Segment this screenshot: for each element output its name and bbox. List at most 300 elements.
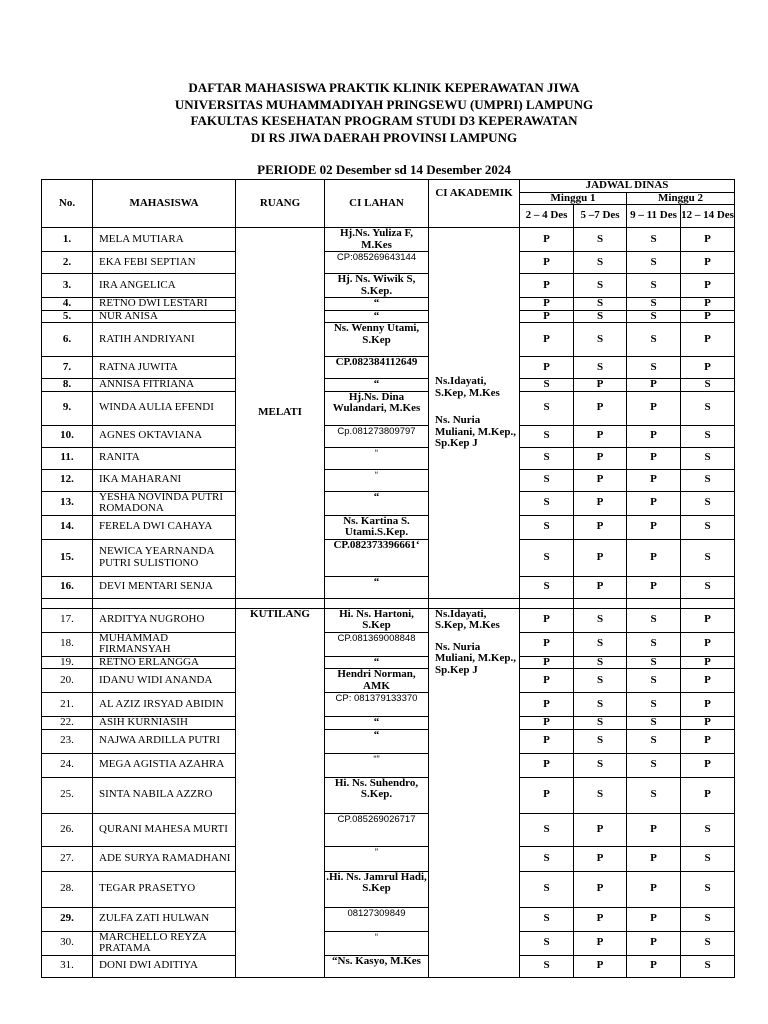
schedule-cell: S (681, 447, 735, 469)
schedule-cell: S (681, 469, 735, 491)
student-name: IRA ANGELICA (93, 274, 236, 298)
schedule-cell: S (574, 669, 627, 693)
row-number: 13. (42, 491, 93, 515)
ci-lahan-text: Hj. Ns. Wiwik S, S.Kep. (337, 273, 416, 297)
ci-lahan-cell (325, 357, 429, 379)
schedule-cell: S (627, 717, 681, 730)
ci-lahan-text: ” (374, 846, 379, 858)
schedule-cell: S (681, 813, 735, 846)
schedule-cell: S (627, 298, 681, 311)
schedule-cell: P (627, 813, 681, 846)
ci-lahan-text: “ (373, 576, 380, 588)
schedule-cell: P (627, 576, 681, 598)
schedule-cell: S (681, 576, 735, 598)
schedule-cell: P (574, 539, 627, 576)
ci-lahan-cell (325, 813, 429, 846)
header-date-1: 2 – 4 Des (520, 205, 574, 228)
schedule-cell: P (574, 813, 627, 846)
table-row (42, 777, 735, 813)
ci-lahan-text: “” (373, 753, 380, 765)
schedule-cell: P (574, 907, 627, 931)
schedule-cell: P (681, 252, 735, 274)
ci-lahan-text: “ (373, 656, 380, 668)
ci-lahan-cell (325, 228, 429, 252)
row-number: 9. (42, 391, 93, 425)
table-body (42, 228, 735, 978)
ci-lahan-text: “ (373, 729, 380, 741)
schedule-cell: P (520, 608, 574, 632)
table-row (42, 813, 735, 846)
schedule-cell: P (681, 717, 735, 730)
schedule-cell: P (627, 539, 681, 576)
header-mahasiswa: MAHASISWA (93, 180, 236, 228)
ci-lahan-cell (325, 955, 429, 977)
schedule-cell: P (520, 753, 574, 777)
ruang-cell: MELATI (236, 228, 325, 599)
title-line-2: UNIVERSITAS MUHAMMADIYAH PRINGSEWU (UMPRI) LAMPUNG (174, 96, 594, 112)
ci-akademik-a: Ns.Idayati, S.Kep, M.Kes (435, 375, 500, 399)
row-number: 30. (42, 931, 93, 955)
ci-lahan-cell (325, 632, 429, 656)
row-number: 19. (42, 656, 93, 669)
student-name: RATIH ANDRIYANI (93, 323, 236, 357)
schedule-cell: S (627, 228, 681, 252)
schedule-cell: P (520, 228, 574, 252)
ci-lahan-cell (325, 425, 429, 447)
schedule-cell: S (574, 753, 627, 777)
table-row (42, 357, 735, 379)
schedule-cell: S (627, 777, 681, 813)
student-table (41, 179, 735, 978)
schedule-cell: S (574, 274, 627, 298)
table-row (42, 753, 735, 777)
schedule-cell: S (574, 656, 627, 669)
student-name: EKA FEBI SEPTIAN (93, 252, 236, 274)
table-row (42, 323, 735, 357)
table-row (42, 469, 735, 491)
schedule-cell: P (520, 669, 574, 693)
schedule-cell: P (574, 469, 627, 491)
header-minggu-2: Minggu 2 (627, 192, 735, 205)
row-number: 11. (42, 447, 93, 469)
schedule-cell: S (627, 632, 681, 656)
row-number: 4. (42, 298, 93, 311)
empty-cell (236, 598, 325, 608)
row-number: 20. (42, 669, 93, 693)
student-name: NAJWA ARDILLA PUTRI (93, 729, 236, 753)
schedule-cell: P (520, 717, 574, 730)
ci-lahan-cell (325, 907, 429, 931)
student-name: WINDA AULIA EFENDI (93, 391, 236, 425)
ci-lahan-text: Hj.Ns. Yuliza F, M.Kes (339, 227, 414, 251)
ci-lahan-cell (325, 777, 429, 813)
row-number: 8. (42, 379, 93, 392)
row-number: 12. (42, 469, 93, 491)
schedule-cell: S (520, 491, 574, 515)
schedule-cell: P (574, 515, 627, 539)
ci-lahan-cell (325, 539, 429, 576)
student-name: IKA MAHARANI (93, 469, 236, 491)
schedule-cell: P (681, 656, 735, 669)
schedule-cell: S (681, 871, 735, 907)
student-name: AGNES OKTAVIANA (93, 425, 236, 447)
row-number: 24. (42, 753, 93, 777)
schedule-cell: P (627, 846, 681, 871)
schedule-cell: P (627, 871, 681, 907)
ci-lahan-text: CP.085269026717 (337, 813, 416, 825)
schedule-cell: S (681, 425, 735, 447)
schedule-cell: S (627, 656, 681, 669)
ci-lahan-text: CP:085269643144 (336, 252, 417, 263)
ci-lahan-cell (325, 846, 429, 871)
table-row (42, 955, 735, 977)
schedule-cell: P (681, 298, 735, 311)
student-name: MUHAMMAD FIRMANSYAH (93, 632, 236, 656)
header-date-3: 9 – 11 Des (627, 205, 681, 228)
schedule-cell: S (574, 632, 627, 656)
table-row (42, 491, 735, 515)
ci-lahan-cell (325, 310, 429, 323)
student-name: DEVI MENTARI SENJA (93, 576, 236, 598)
table-row (42, 310, 735, 323)
schedule-cell: S (627, 693, 681, 717)
title-line-1: DAFTAR MAHASISWA PRAKTIK KLINIK KEPERAWATAN JIWA (188, 80, 580, 95)
ci-lahan-cell (325, 298, 429, 311)
schedule-cell: S (520, 539, 574, 576)
schedule-cell: P (627, 515, 681, 539)
row-number: 31. (42, 955, 93, 977)
ci-lahan-cell (325, 717, 429, 730)
student-name: NUR ANISA (93, 310, 236, 323)
schedule-cell: P (574, 955, 627, 977)
schedule-cell: P (574, 379, 627, 392)
row-number: 26. (42, 813, 93, 846)
schedule-cell: S (574, 252, 627, 274)
student-name: QURANI MAHESA MURTI (93, 813, 236, 846)
ci-lahan-text: “ (373, 716, 380, 728)
schedule-cell: P (574, 391, 627, 425)
ruang-cell: KUTILANG (236, 608, 325, 977)
schedule-cell: P (520, 274, 574, 298)
schedule-cell: S (520, 469, 574, 491)
table-row (42, 228, 735, 252)
student-name: RETNO DWI LESTARI (93, 298, 236, 311)
schedule-cell: P (520, 357, 574, 379)
ci-lahan-cell (325, 469, 429, 491)
ci-lahan-text: CP.082373396661‘ (333, 539, 420, 551)
schedule-cell: P (681, 753, 735, 777)
ci-lahan-cell (325, 491, 429, 515)
schedule-cell: P (574, 576, 627, 598)
row-number: 21. (42, 693, 93, 717)
schedule-cell: S (681, 379, 735, 392)
row-number: 27. (42, 846, 93, 871)
ci-lahan-text: Hj.Ns. Dina Wulandari, M.Kes (332, 391, 421, 414)
schedule-cell: S (627, 729, 681, 753)
schedule-cell: S (574, 693, 627, 717)
ci-lahan-cell (325, 274, 429, 298)
ci-lahan-cell (325, 931, 429, 955)
row-number: 25. (42, 777, 93, 813)
schedule-cell: S (627, 274, 681, 298)
table-row (42, 729, 735, 753)
table-row (42, 608, 735, 632)
student-name: ZULFA ZATI HULWAN (93, 907, 236, 931)
schedule-cell: P (627, 931, 681, 955)
schedule-cell: S (681, 515, 735, 539)
ci-lahan-text: “ (373, 310, 380, 322)
schedule-cell: S (681, 955, 735, 977)
ci-lahan-cell (325, 323, 429, 357)
row-number: 14. (42, 515, 93, 539)
title-line-3: FAKULTAS KESEHATAN PROGRAM STUDI D3 KEPERAWATAN (190, 113, 578, 129)
ci-lahan-text: .Hi. Ns. Jamrul Hadi, S.Kep (326, 871, 427, 894)
ci-lahan-text: Hendri Norman, AMK (337, 668, 416, 692)
table-row (42, 931, 735, 955)
student-name: ARDITYA NUGROHO (93, 608, 236, 632)
schedule-cell: S (574, 298, 627, 311)
schedule-cell: S (520, 931, 574, 955)
table-row (42, 425, 735, 447)
periode: PERIODE 02 Desember sd 14 Desember 2024 (257, 162, 511, 177)
document-title (0, 80, 768, 146)
row-number: 1. (42, 228, 93, 252)
schedule-cell: P (574, 846, 627, 871)
schedule-cell: S (574, 228, 627, 252)
empty-cell (520, 598, 574, 608)
ci-lahan-text: “ (374, 931, 379, 943)
schedule-cell: P (681, 669, 735, 693)
schedule-cell: P (681, 608, 735, 632)
table-row (42, 447, 735, 469)
table-row (42, 391, 735, 425)
schedule-cell: S (627, 310, 681, 323)
schedule-cell: S (520, 515, 574, 539)
schedule-cell: S (574, 357, 627, 379)
schedule-cell: S (627, 608, 681, 632)
schedule-cell: S (574, 729, 627, 753)
row-number: 6. (42, 323, 93, 357)
ci-lahan-text: Hi. Ns. Hartoni, S.Kep (339, 608, 414, 631)
schedule-cell: S (520, 907, 574, 931)
ci-lahan-cell (325, 871, 429, 907)
schedule-cell: P (574, 871, 627, 907)
student-name: SINTA NABILA AZZRO (93, 777, 236, 813)
header-minggu-1: Minggu 1 (520, 192, 627, 205)
row-number: 2. (42, 252, 93, 274)
schedule-cell: S (520, 425, 574, 447)
ci-lahan-text: “ (373, 297, 380, 309)
row-number: 22. (42, 717, 93, 730)
ci-lahan-cell (325, 753, 429, 777)
row-number: 18. (42, 632, 93, 656)
ci-lahan-text: Ns. Wenny Utami, S.Kep (333, 322, 420, 346)
ci-akademik-cell (429, 228, 520, 599)
empty-cell (574, 598, 627, 608)
ci-lahan-cell (325, 379, 429, 392)
ci-akademik-cell (429, 608, 520, 977)
ci-lahan-cell (325, 669, 429, 693)
ci-lahan-cell (325, 447, 429, 469)
schedule-cell: S (627, 753, 681, 777)
ci-lahan-text: “ (374, 469, 379, 481)
schedule-cell: S (520, 871, 574, 907)
ci-lahan-text: 08127309849 (347, 907, 406, 919)
header-no: No. (42, 180, 93, 228)
schedule-cell: S (520, 813, 574, 846)
schedule-cell: P (520, 656, 574, 669)
ci-akademik-a: Ns.Idayati, S.Kep, M.Kes (435, 608, 500, 631)
ci-lahan-cell (325, 391, 429, 425)
schedule-cell: P (627, 379, 681, 392)
row-number: 23. (42, 729, 93, 753)
schedule-cell: P (627, 469, 681, 491)
schedule-cell: S (520, 846, 574, 871)
student-name: ANNISA FITRIANA (93, 379, 236, 392)
table-row (42, 576, 735, 598)
table-row (42, 274, 735, 298)
ci-lahan-cell (325, 729, 429, 753)
ci-lahan-text: “ (373, 491, 380, 503)
table-row (42, 379, 735, 392)
table-row (42, 539, 735, 576)
schedule-cell: P (574, 425, 627, 447)
table-row (42, 298, 735, 311)
title-line-4: DI RS JIWA DAERAH PROVINSI LAMPUNG (250, 129, 518, 145)
schedule-cell: S (627, 323, 681, 357)
ci-lahan-text: CP.082384112649 (335, 356, 418, 368)
table-row (42, 871, 735, 907)
student-name: ADE SURYA RAMADHANI (93, 846, 236, 871)
schedule-cell: S (574, 777, 627, 813)
schedule-cell: P (627, 491, 681, 515)
schedule-cell: S (681, 539, 735, 576)
empty-cell (627, 598, 681, 608)
student-name: FERELA DWI CAHAYA (93, 515, 236, 539)
schedule-cell: S (681, 931, 735, 955)
ci-lahan-text: “ (373, 378, 380, 390)
empty-cell (681, 598, 735, 608)
header-date-4: 12 – 14 Des (681, 205, 735, 228)
schedule-cell: S (681, 391, 735, 425)
schedule-cell: S (681, 846, 735, 871)
schedule-cell: S (574, 310, 627, 323)
row-number: 28. (42, 871, 93, 907)
group-separator-row (42, 598, 735, 608)
schedule-cell: P (681, 228, 735, 252)
schedule-cell: S (681, 907, 735, 931)
ci-lahan-cell (325, 252, 429, 274)
ci-lahan-text: CP.081369008848 (337, 632, 416, 644)
schedule-cell: P (574, 491, 627, 515)
row-number: 17. (42, 608, 93, 632)
table-row (42, 515, 735, 539)
schedule-cell: S (520, 379, 574, 392)
student-name: YESHA NOVINDA PUTRI ROMADONA (93, 491, 236, 515)
schedule-cell: S (627, 252, 681, 274)
schedule-cell: P (574, 931, 627, 955)
schedule-cell: P (520, 777, 574, 813)
schedule-cell: P (681, 274, 735, 298)
schedule-cell: S (681, 491, 735, 515)
empty-cell (429, 598, 520, 608)
table-row (42, 632, 735, 656)
table-row (42, 252, 735, 274)
schedule-cell: S (574, 717, 627, 730)
student-name: RATNA JUWITA (93, 357, 236, 379)
schedule-cell: P (627, 425, 681, 447)
row-number: 7. (42, 357, 93, 379)
ci-lahan-text: Cp.081273809797 (337, 425, 416, 437)
empty-cell (325, 598, 429, 608)
student-name: RETNO ERLANGGA (93, 656, 236, 669)
student-name: DONI DWI ADITIYA (93, 955, 236, 977)
ci-akademik-b: Ns. Nuria Muliani, M.Kep., Sp.Kep J (435, 414, 516, 449)
ci-lahan-cell (325, 608, 429, 632)
student-name: MARCHELLO REYZA PRATAMA (93, 931, 236, 955)
schedule-cell: P (681, 729, 735, 753)
student-name: IDANU WIDI ANANDA (93, 669, 236, 693)
student-name: TEGAR PRASETYO (93, 871, 236, 907)
ci-lahan-text: Hi. Ns. Suhendro, S.Kep. (334, 777, 419, 800)
table-row (42, 669, 735, 693)
schedule-cell: P (681, 693, 735, 717)
row-number: 5. (42, 310, 93, 323)
header-ci-lahan: CI LAHAN (325, 180, 429, 228)
schedule-cell: P (520, 252, 574, 274)
table-row (42, 846, 735, 871)
ci-lahan-text: CP: 081379133370 (335, 693, 418, 704)
schedule-cell: P (627, 391, 681, 425)
ci-lahan-text: “Ns. Kasyo, M.Kes (332, 955, 421, 967)
student-name: ASIH KURNIASIH (93, 717, 236, 730)
schedule-cell: P (627, 955, 681, 977)
schedule-cell: S (574, 323, 627, 357)
row-number: 3. (42, 274, 93, 298)
header-date-2: 5 –7 Des (574, 205, 627, 228)
schedule-cell: S (520, 576, 574, 598)
student-name: NEWICA YEARNANDA PUTRI SULISTIONO (93, 539, 236, 576)
schedule-cell: P (574, 447, 627, 469)
schedule-cell: P (681, 323, 735, 357)
header-jadwal-dinas: JADWAL DINAS (520, 180, 735, 193)
table-row (42, 693, 735, 717)
table-row (42, 656, 735, 669)
schedule-cell: P (520, 323, 574, 357)
empty-cell (42, 598, 93, 608)
schedule-cell: P (627, 447, 681, 469)
schedule-cell: P (681, 310, 735, 323)
schedule-cell: P (520, 310, 574, 323)
schedule-cell: P (520, 298, 574, 311)
ci-lahan-text: Ns. Kartina S. Utami.S.Kep. (343, 515, 410, 538)
ci-akademik-b: Ns. Nuria Muliani, M.Kep., Sp.Kep J (435, 640, 516, 676)
empty-cell (93, 598, 236, 608)
schedule-cell: P (520, 632, 574, 656)
ci-lahan-cell (325, 576, 429, 598)
schedule-cell: P (520, 729, 574, 753)
table-row (42, 907, 735, 931)
schedule-cell: P (681, 777, 735, 813)
schedule-cell: S (520, 955, 574, 977)
row-number: 10. (42, 425, 93, 447)
student-name: MELA MUTIARA (93, 228, 236, 252)
schedule-cell: P (627, 907, 681, 931)
table-row (42, 717, 735, 730)
schedule-cell: S (520, 447, 574, 469)
schedule-cell: P (681, 632, 735, 656)
row-number: 15. (42, 539, 93, 576)
